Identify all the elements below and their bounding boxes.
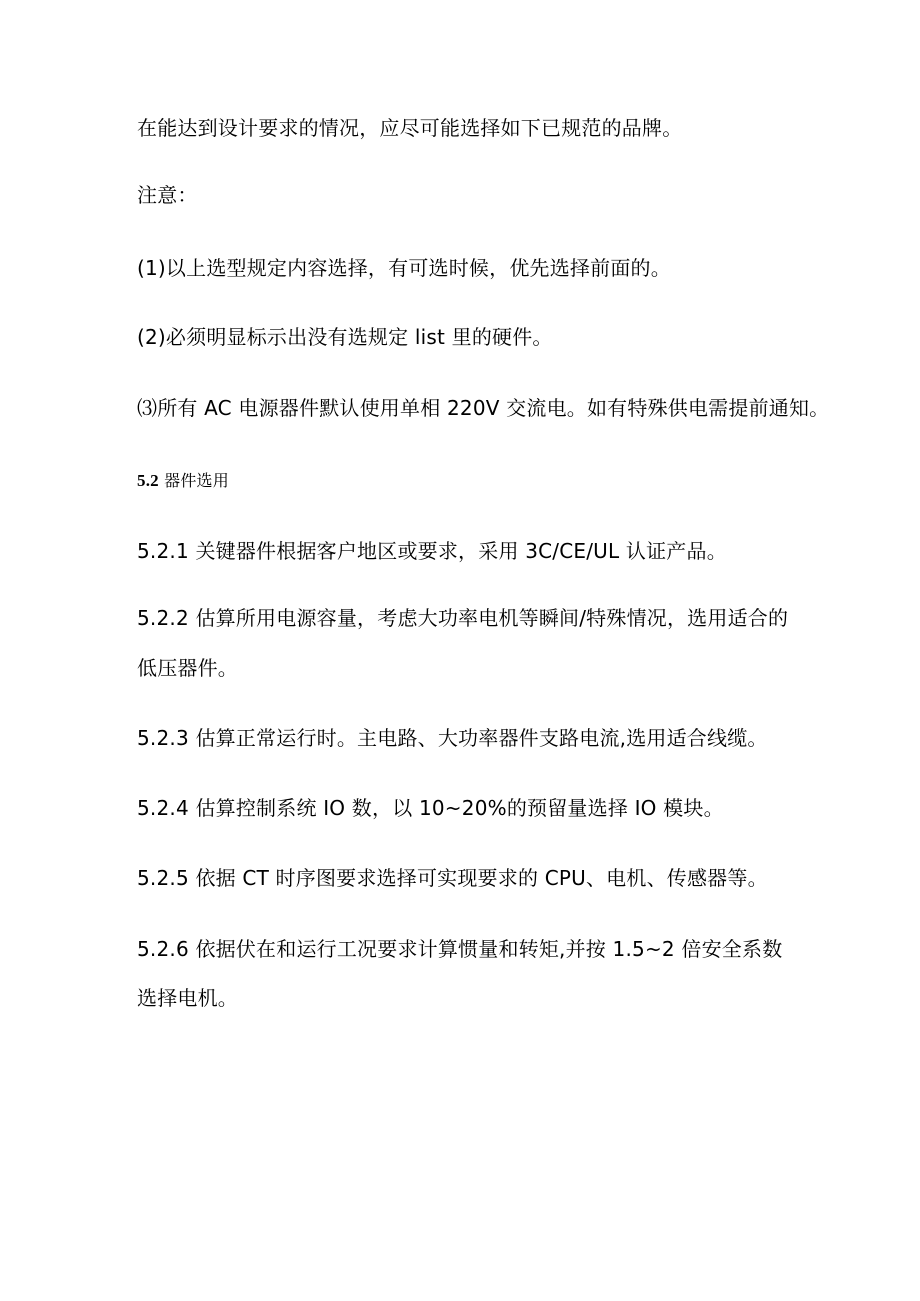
section-heading bbox=[137, 470, 797, 492]
note-item-3: ⑶所有 AC 电源器件默认使用单相 220V 交流电。如有特殊供电需提前通知。 bbox=[137, 396, 830, 420]
note-item-2: (2)必须明显标示出没有选规定 list 里的硬件。 bbox=[137, 325, 553, 349]
item-5-2-6-line-1: 5.2.6 依据伏在和运行工况要求计算惯量和转矩,并按 1.5~2 倍安全系数 bbox=[137, 937, 783, 961]
section-title: 器件选用 bbox=[164, 471, 229, 490]
intro-paragraph: 在能达到设计要求的情况，应尽可能选择如下已规范的品牌。 bbox=[137, 116, 683, 140]
item-5-2-1: 5.2.1 关键器件根据客户地区或要求，采用 3C/CE/UL 认证产品。 bbox=[137, 539, 727, 563]
item-5-2-4: 5.2.4 估算控制系统 IO 数，以 10~20%的预留量选择 IO 模块。 bbox=[137, 796, 724, 820]
note-label: 注意： bbox=[137, 183, 198, 207]
section-number: 5.2 bbox=[137, 471, 159, 490]
item-5-2-6-line-2: 选择电机。 bbox=[137, 986, 238, 1010]
item-5-2-5: 5.2.5 依据 CT 时序图要求选择可实现要求的 CPU、电机、传感器等。 bbox=[137, 866, 768, 890]
item-5-2-2-line-2: 低压器件。 bbox=[137, 656, 238, 680]
note-item-1: (1)以上选型规定内容选择，有可选时候，优先选择前面的。 bbox=[137, 256, 671, 280]
item-5-2-3: 5.2.3 估算正常运行时。主电路、大功率器件支路电流,选用适合线缆。 bbox=[137, 726, 768, 750]
item-5-2-2-line-1: 5.2.2 估算所用电源容量，考虑大功率电机等瞬间/特殊情况，选用适合的 bbox=[137, 606, 789, 630]
